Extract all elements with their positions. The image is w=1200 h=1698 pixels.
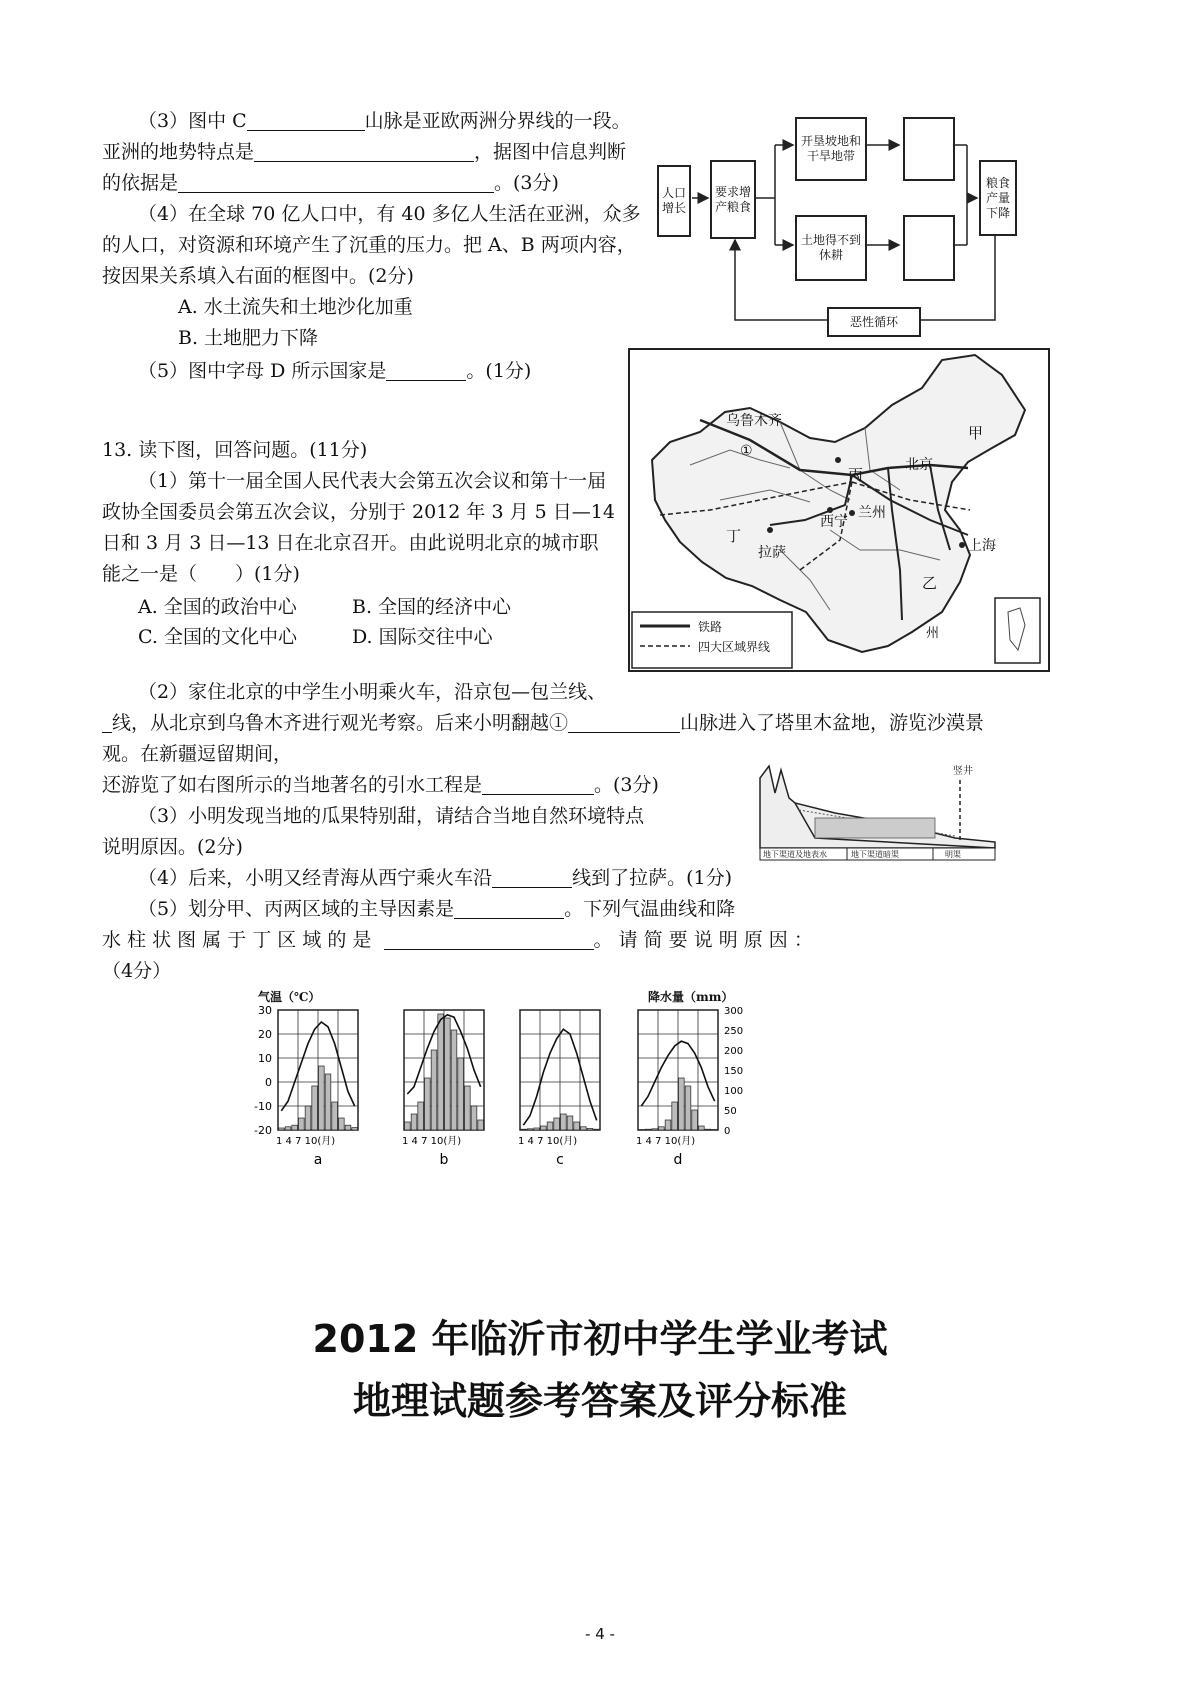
precipitation-bar <box>478 1120 484 1130</box>
temperature-tick-label: 10 <box>258 1052 272 1065</box>
precipitation-bar <box>672 1102 678 1130</box>
precipitation-bar <box>534 1128 540 1130</box>
precipitation-bar <box>405 1122 411 1130</box>
precipitation-bar <box>312 1086 318 1130</box>
q13-option-d: D. 国际交往中心 <box>352 626 493 648</box>
flow-box-vicious-cycle: 恶性循环 <box>827 307 921 337</box>
q12-p4-line3: 按因果关系填入右面的框图中。(2分) <box>102 265 414 287</box>
map-label-urumqi: 乌鲁木齐 <box>726 413 782 429</box>
precipitation-bar <box>547 1122 553 1130</box>
precipitation-bar <box>425 1078 431 1130</box>
q12-p3-line2: 亚洲的地势特点是 ，据图中信息判断 <box>102 141 627 163</box>
flow-blank-box-2[interactable] <box>903 215 955 281</box>
flow-box-demand: 要求增产粮食 <box>710 160 756 239</box>
precipitation-bar <box>465 1086 471 1130</box>
answer-blank[interactable] <box>254 141 474 162</box>
precipitation-axis-label: 降水量（mm） <box>648 990 734 1004</box>
precipitation-tick-label: 200 <box>724 1046 744 1057</box>
map-label-ding: 丁 <box>726 527 742 545</box>
month-tick-label: 1 4 7 10(月) <box>276 1136 336 1147</box>
precipitation-bar <box>438 1014 444 1130</box>
q13-p5-line2: 水 柱 状 图 属 于 丁 区 域 的 是 。 请 简 要 说 明 原 因 ： <box>102 929 813 951</box>
map-label-bing: 丙 <box>848 466 864 484</box>
karez-caption-2: 地下渠道暗渠 <box>851 850 899 859</box>
answer-blank[interactable] <box>492 867 572 888</box>
q12-p3-line3: 的依据是 。(3分) <box>102 172 559 194</box>
flow-box-population: 人口增长 <box>657 165 691 237</box>
answer-blank[interactable] <box>178 172 494 193</box>
q13-p2-line2: 线，从北京到乌鲁木齐进行观光考察。后来小明翻越① 山脉进入了塔里木盆地，游览沙漠景 <box>102 708 984 738</box>
page-number: - 4 - <box>585 1625 615 1643</box>
precipitation-bar <box>352 1128 358 1130</box>
precipitation-bar <box>285 1127 291 1130</box>
climate-chart-name: c <box>556 1152 564 1168</box>
precipitation-bar <box>325 1074 331 1130</box>
precipitation-bar <box>299 1118 305 1130</box>
map-label-beijing: 北京 <box>905 457 933 473</box>
cause-effect-flowchart <box>655 115 1015 340</box>
precipitation-tick-label: 0 <box>724 1126 731 1137</box>
climate-chart-name: a <box>313 1152 323 1168</box>
answer-blank[interactable] <box>482 774 594 795</box>
precipitation-bar <box>574 1122 580 1130</box>
q12-option-b: B. 土地肥力下降 <box>178 327 319 349</box>
precipitation-bar <box>458 1058 464 1130</box>
precipitation-bar <box>561 1114 567 1130</box>
precipitation-tick-label: 100 <box>724 1086 744 1097</box>
precipitation-bar <box>594 1129 600 1130</box>
precipitation-bar <box>445 1018 451 1130</box>
precipitation-bar <box>418 1102 424 1130</box>
precipitation-bar <box>332 1102 338 1130</box>
precipitation-bar <box>692 1110 698 1130</box>
answer-blank[interactable] <box>568 712 680 733</box>
temperature-tick-label: -20 <box>254 1124 272 1137</box>
q13-heading: 13. 读下图，回答问题。(11分) <box>102 439 368 461</box>
q13-p1-line4: 能之一是（ ）(1分) <box>102 563 300 585</box>
answer-blank[interactable] <box>384 929 594 950</box>
q13-option-c: C. 全国的文化中心 <box>138 626 297 648</box>
q13-p1-line2: 政协全国委员会第五次会议，分别于 2012 年 3 月 5 日—14 <box>102 501 615 523</box>
q12-option-a: A. 水土流失和土地沙化加重 <box>178 296 413 318</box>
climate-charts <box>244 988 744 1188</box>
temperature-tick-label: 0 <box>265 1076 272 1089</box>
precipitation-bar <box>587 1128 593 1130</box>
precipitation-bar <box>554 1118 560 1130</box>
q13-p5-line3: （4分） <box>102 960 172 982</box>
climate-chart-name: d <box>673 1152 683 1168</box>
q12-p4-line2: 的人口，对资源和环境产生了沉重的压力。把 A、B 两项内容， <box>102 234 636 256</box>
precipitation-bar <box>705 1129 711 1130</box>
map-label-xining: 西宁 <box>820 514 848 530</box>
china-map <box>628 348 1050 672</box>
q13-p2-line4: 还游览了如右图所示的当地著名的引水工程是 。(3分) <box>102 774 659 796</box>
q13-option-b: B. 全国的经济中心 <box>352 596 512 618</box>
map-legend-border: 四大区域界线 <box>698 640 771 654</box>
q13-p2-line3: 观。在新疆逗留期间， <box>102 743 293 765</box>
flow-box-no-rest: 土地得不到休耕 <box>795 215 867 281</box>
map-label-circle1: ① <box>740 443 753 459</box>
precipitation-tick-label: 300 <box>724 1006 744 1017</box>
map-label-guangzhou: 州 <box>926 626 940 641</box>
precipitation-bar <box>305 1106 311 1130</box>
temperature-tick-label: 30 <box>258 1004 272 1017</box>
precipitation-bar <box>581 1127 587 1130</box>
precipitation-bar <box>527 1129 533 1130</box>
q13-p4: （4）后来，小明又经青海从西宁乘火车沿 线到了拉萨。(1分) <box>138 867 733 889</box>
karez-caption-3: 明渠 <box>945 850 961 859</box>
karez-diagram <box>755 758 1000 864</box>
precipitation-bar <box>451 1030 457 1130</box>
precipitation-bar <box>471 1106 477 1130</box>
precipitation-bar <box>685 1086 691 1130</box>
temperature-tick-label: -10 <box>254 1100 272 1113</box>
q13-p1-line1: （1）第十一届全国人民代表大会第五次会议和第十一届 <box>138 470 607 492</box>
temperature-tick-label: 20 <box>258 1028 272 1041</box>
flow-box-reclaim: 开垦坡地和干旱地带 <box>795 117 867 181</box>
answer-blank[interactable] <box>454 898 564 919</box>
precipitation-bar <box>292 1125 298 1130</box>
precipitation-bar <box>431 1050 437 1130</box>
precipitation-bar <box>279 1128 285 1130</box>
climate-charts-graphic <box>244 988 744 1188</box>
precipitation-bar <box>699 1126 705 1130</box>
karez-caption-1: 地下渠道及地表水 <box>763 850 827 859</box>
precipitation-bar <box>652 1129 658 1130</box>
map-label-lhasa: 拉萨 <box>758 545 786 561</box>
map-label-shanghai: 上海 <box>968 538 996 554</box>
answer-subtitle: 地理试题参考答案及评分标准 <box>352 1379 847 1423</box>
month-tick-label: 1 4 7 10(月) <box>402 1136 462 1147</box>
q13-p5-line1: （5）划分甲、丙两区域的主导因素是 。下列气温曲线和降 <box>138 898 736 920</box>
map-legend-rail: 铁路 <box>698 620 723 634</box>
precipitation-bar <box>345 1125 351 1130</box>
precipitation-bar <box>679 1078 685 1130</box>
flow-box-grain-drop: 粮食产量下降 <box>979 160 1017 236</box>
precipitation-bar <box>659 1127 665 1130</box>
q13-p2-line1: （2）家住北京的中学生小明乘火车，沿京包—包兰线、 <box>138 681 607 703</box>
precipitation-bar <box>665 1120 671 1130</box>
temperature-axis-label: 气温（℃） <box>258 990 321 1004</box>
q12-p5: （5）图中字母 D 所示国家是 。(1分) <box>138 360 532 382</box>
map-label-jia: 甲 <box>968 424 984 442</box>
answer-blank[interactable] <box>247 110 365 131</box>
precipitation-bar <box>645 1129 651 1130</box>
q12-p3-line1: （3）图中 C 山脉是亚欧两洲分界线的一段。 <box>138 110 631 132</box>
precipitation-tick-label: 250 <box>724 1026 744 1037</box>
precipitation-tick-label: 50 <box>724 1106 737 1117</box>
china-map-graphic <box>630 350 1048 670</box>
map-label-lanzhou: 兰州 <box>858 505 886 521</box>
climate-chart-name: b <box>439 1152 449 1168</box>
flow-blank-box-1[interactable] <box>903 117 955 181</box>
answer-blank[interactable] <box>386 360 466 381</box>
precipitation-bar <box>411 1114 417 1130</box>
month-tick-label: 1 4 7 10(月) <box>518 1136 578 1147</box>
q13-option-a: A. 全国的政治中心 <box>138 596 297 618</box>
answer-blank[interactable] <box>102 712 112 733</box>
precipitation-bar <box>319 1066 325 1130</box>
q13-p3-line1: （3）小明发现当地的瓜果特别甜，请结合当地自然环境特点 <box>138 805 645 827</box>
karez-well-label: 竖井 <box>953 766 973 777</box>
answer-title: 2012 年临沂市初中学生学业考试 <box>312 1317 888 1361</box>
precipitation-tick-label: 150 <box>724 1066 744 1077</box>
precipitation-bar <box>541 1126 547 1130</box>
month-tick-label: 1 4 7 10(月) <box>636 1136 696 1147</box>
precipitation-bar <box>521 1129 527 1130</box>
q13-p1-line3: 日和 3 月 3 日—13 日在北京召开。由此说明北京的城市职 <box>102 532 599 554</box>
map-label-yi: 乙 <box>922 574 938 592</box>
precipitation-bar <box>339 1118 345 1130</box>
precipitation-bar <box>567 1116 573 1130</box>
q13-p3-line2: 说明原因。(2分) <box>102 836 243 858</box>
q12-p4-line1: （4）在全球 70 亿人口中，有 40 多亿人生活在亚洲，众多 <box>138 203 641 225</box>
